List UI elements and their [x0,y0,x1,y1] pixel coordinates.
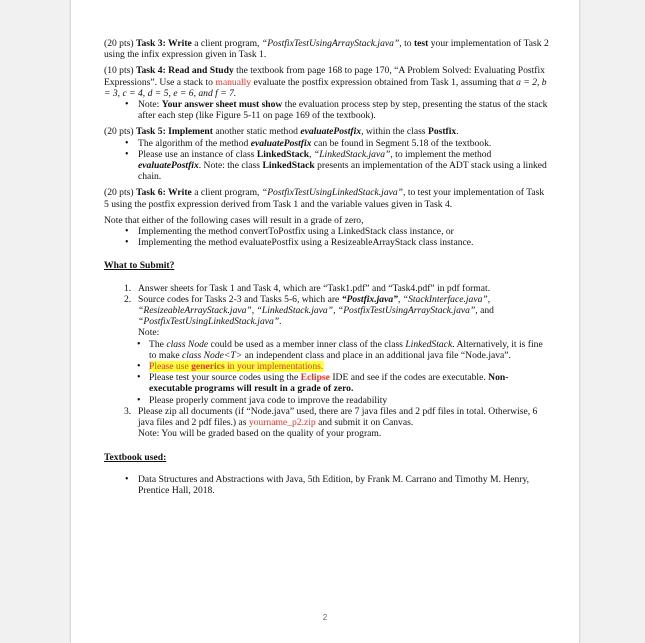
list-item [104,372,551,394]
text-span: The algorithm of the method [138,137,251,149]
text-span: and submit it on Canvas. [315,417,414,429]
submit-list [104,283,551,440]
task3-paragraph [104,38,551,60]
task-label: Task 3: [135,38,166,49]
file-name: “LinkedStack.java” [313,148,391,160]
document-page [70,0,580,643]
text-span: your implementation of Task 2 using the infix expression given in Task 1. [104,38,549,61]
zero-grade-note [104,215,551,249]
text-span: Note: [138,99,162,111]
file-name: “StackInterface.java” [402,293,488,305]
text-span: , [251,305,257,317]
class-name: LinkedStack [262,160,315,172]
list-item [104,406,551,440]
text-span: in your implementations. [224,361,324,373]
grading-note: Note: You will be graded based on the quality of your program. [138,428,382,440]
text-span: , and [475,305,494,317]
textbook-list [104,474,551,496]
points-label: (10 pts) [104,65,136,77]
task-verb: test [413,38,429,49]
text-span: . Note: the class [198,160,263,172]
text-span: . [456,126,459,138]
text-span: an independent class and place in an additional java file “Node.java”. [242,349,511,361]
class-name: class Node<T> [182,349,243,361]
list-item: • Data Structures and Abstractions with Java, 5th Edition, by Frank M. Carrano and Timothy M. Henry, Prentice Hall, 2018. [104,474,551,496]
text-span: Please zip all documents (if “Node.java” used, there are 7 java files and 2 pdf files in total. Otherwise, 6 java files and 2 pdf files.) as [138,405,538,429]
task6-paragraph [104,187,551,209]
text-span: . [279,316,282,328]
task-label: Task 5: Implement [135,126,213,138]
text-span: , to implement the method [390,148,492,160]
textbook-heading: Textbook used: [104,451,167,463]
class-name: Postfix [427,126,457,138]
text-span: , [397,293,403,305]
zip-filename: yourname_p2.zip [248,417,316,429]
text-span: presents an implementation of the ADT stack using a linked chain. [138,160,547,183]
eclipse-keyword: Eclipse [300,372,330,384]
file-name: “ResizeableArrayStack.java” [138,305,252,317]
points-label: (20 pts) [104,126,136,138]
list-item: • Please properly comment java code to improve the readability [104,395,551,406]
task-verb: Write [165,38,192,49]
task4-section [104,65,551,121]
text-span: , to [399,38,414,49]
text-span: could be used as a member inner class of the class [208,338,406,350]
list-item [104,361,551,372]
method-name: evaluatePostfix [300,126,362,138]
points-label: (20 pts) [104,38,136,49]
task5-bullets [104,138,551,183]
text-span: The [149,338,167,350]
text-span: Please use an instance of class [138,148,257,160]
text-span: IDE and see if the codes are executable. [329,372,489,384]
emphasis-manually: manually [215,76,252,88]
list-number: 3. [124,405,132,417]
text-span: evaluate the postfix expression obtained from Task 1, assuming that [251,76,517,88]
variable-values: a = 2, b = 3, c = 4, d = 5, e = 6, and f = 7. [104,76,547,99]
submit-heading: What to Submit? [104,260,175,272]
text-span: Please test your source codes using the [149,372,301,384]
file-name: “PostfixTestUsingArrayStack.java” [337,305,476,317]
text-span: can be found in Segment 5.18 of the textbook. [311,137,492,149]
text-span: a client program, [191,187,262,199]
task-label: Task 4: Read and Study [135,65,234,77]
class-name: LinkedStack [405,338,453,350]
list-item: • Implementing the method evaluatePostfix using a ResizeableArrayStack class instance. [104,237,551,248]
task5-section [104,126,551,182]
list-number: 1. [124,282,132,294]
list-item [104,138,551,149]
points-label: (20 pts) [104,187,136,199]
submit-notes [104,339,551,406]
list-number: 2. [124,293,132,305]
list-item [104,283,551,294]
text-span: , [309,148,314,160]
text-span: Please use [149,361,192,373]
file-name: “PostfixTestUsingLinkedStack.java” [138,316,280,328]
note-intro: Note that either of the following cases will result in a grade of zero, [104,214,364,226]
class-name: LinkedStack [256,148,310,160]
task4-notes [104,99,551,121]
page-number: 2 [322,613,328,622]
document-content [104,38,551,496]
class-name: class Node [166,338,209,350]
bold-text: Your answer sheet must show [161,99,283,111]
text-span: another static method [212,126,301,138]
task5-paragraph [104,126,551,137]
text-span: the evaluation process step by step, presenting the status of the stack after each step (like Figure 5-11 on page 169 of the textbook). [138,99,548,122]
list-item [104,339,551,361]
file-name: “PostfixTestUsingArrayStack.java” [261,38,400,49]
zero-grade-cases [104,226,551,248]
bold-text: Non-executable programs will result in a grade of zero. [149,372,509,395]
text-span: Source codes for Tasks 2-3 and Tasks 5-6, which are [138,293,342,305]
text-span: a client program, [191,38,262,49]
text-span: , [333,305,338,317]
list-item [104,99,551,121]
file-name: “PostfixTestUsingLinkedStack.java” [261,187,404,199]
task4-paragraph [104,65,551,99]
file-name: “Postfix.java” [341,293,398,305]
generics-keyword: generics [191,361,225,373]
file-name: “LinkedStack.java” [256,305,334,317]
list-item: • Implementing the method convertToPostfix using a LinkedStack class instance, or [104,226,551,237]
list-item [104,294,551,406]
list-item [104,149,551,183]
task-verb: Write [165,187,192,199]
method-name: evaluatePostfix [138,160,199,172]
highlighted-text [149,361,323,372]
text-span: , within the class [361,126,428,138]
note-label: Note: [138,327,160,339]
text-span: the textbook from page 168 to page 170, “A Problem Solved: Evaluating Postfix Expressions”. Use a stack to [104,65,545,88]
task-label: Task 6: [135,187,166,199]
text-span: Answer sheets for Task 1 and Task 4, which are “Task1.pdf” and “Task4.pdf” in pdf format. [138,282,491,294]
text-span: . Alternatively, it is fine to make [149,338,543,361]
method-name: evaluatePostfix [250,137,312,149]
text-span: , [487,293,491,305]
text-span: , to test your implementation of Task 5 using the postfix expression derived from Task 1 and the variable values given in Task 4. [104,187,545,210]
